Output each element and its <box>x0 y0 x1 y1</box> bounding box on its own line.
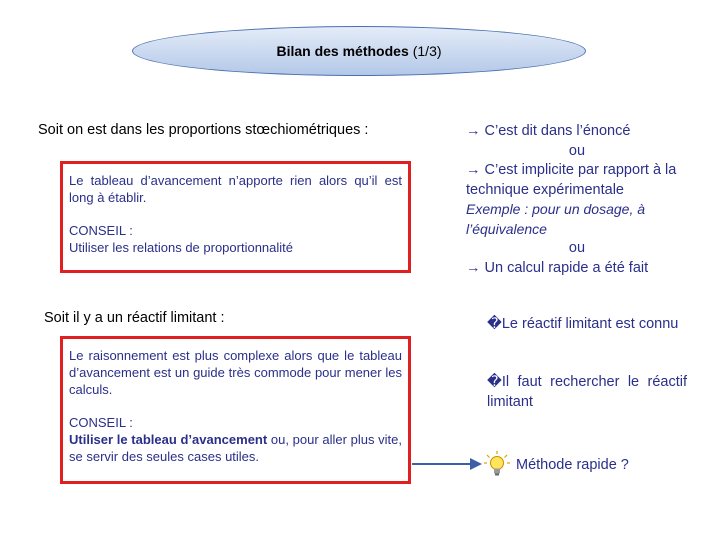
bullet-limiting-known: �Le réactif limitant est connu <box>487 316 679 332</box>
heading-limiting-reagent: Soit il y a un réactif limitant : <box>44 310 225 326</box>
box2-conseil-text <box>69 431 402 465</box>
page-title: Bilan des méthodes <box>276 43 409 59</box>
advice-box-limiting <box>60 336 411 484</box>
box2-conseil-rest: ou, pour aller plus vite, se servir des seules cases utiles. <box>69 432 402 464</box>
right-or-1: ou <box>568 142 586 159</box>
page-number: (1/3) <box>412 43 442 59</box>
right-example: Exemple : pour un dosage, à l’équivalence <box>466 201 646 237</box>
box1-conseil-text: Utiliser les relations de proportionnalité <box>69 240 294 255</box>
advice-box-stoichiometric <box>60 161 411 273</box>
right-line-calculation: → Un calcul rapide a été fait <box>466 259 649 276</box>
right-explanations <box>466 122 688 278</box>
heading-stoichiometric: Soit on est dans les proportions stœchiométriques : <box>38 122 369 138</box>
arrow-right-icon <box>410 454 484 474</box>
box1-text: Le tableau d’avancement n’apporte rien alors qu’il est long à établir. <box>69 173 402 205</box>
lightbulb-icon <box>484 451 510 477</box>
box2-conseil-bold: Utiliser le tableau d’avancement <box>69 432 268 447</box>
title-banner <box>132 26 586 76</box>
right-line-implicit: → C’est implicite par rapport à la technique expérimentale <box>466 162 677 198</box>
box2-text: Le raisonnement est plus complexe alors que le tableau d’avancement est un guide très commode pour mener les calculs. <box>69 348 402 397</box>
bullet-find-limiting: �Il faut rechercher le réactif limitant <box>487 374 687 410</box>
right-or-2: ou <box>568 240 586 256</box>
box1-conseil-label: CONSEIL : <box>69 223 133 238</box>
box2-conseil-label: CONSEIL : <box>69 415 133 430</box>
right-line-stated: → C’est dit dans l’énoncé <box>466 123 631 139</box>
quick-method-label: Méthode rapide ? <box>516 457 629 473</box>
